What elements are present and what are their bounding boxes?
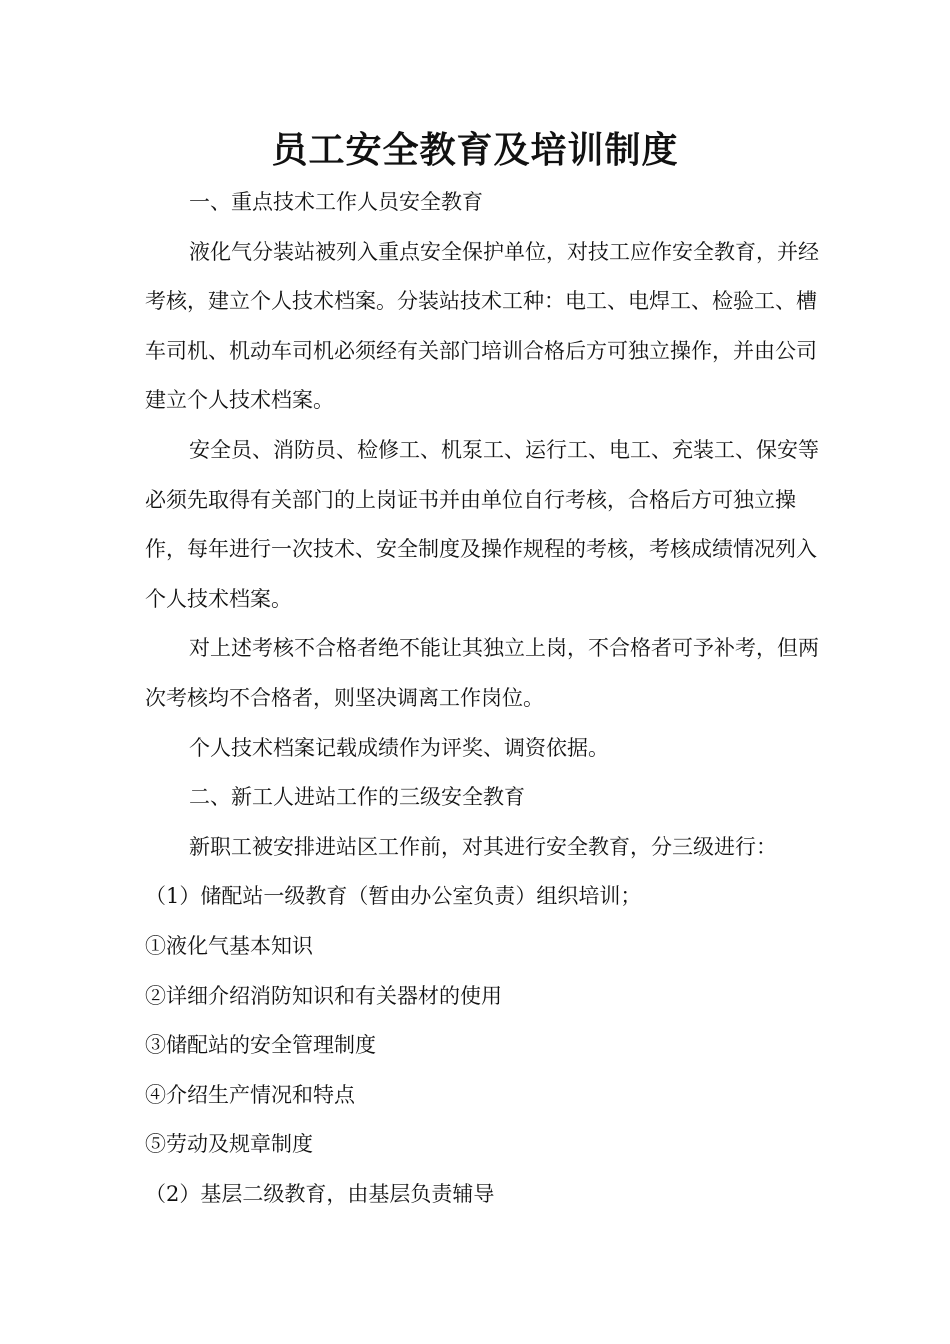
section-heading-2: 二、新工人进站工作的三级安全教育: [189, 785, 525, 810]
list-item: ②详细介绍消防知识和有关器材的使用: [145, 983, 502, 1008]
paragraph: 对上述考核不合格者绝不能让其独立上岗，不合格者可予补考，但两次考核均不合格者，则坚决调离工作岗位。: [145, 636, 819, 710]
paragraph: 安全员、消防员、检修工、机泵工、运行工、电工、充装工、保安等必须先取得有关部门的上岗证书并由单位自行考核，合格后方可独立操作，每年进行一次技术、安全制度及操作规程的考核，考核成绩情况列入个人技术档案。: [145, 437, 819, 611]
list-item: ③储配站的安全管理制度: [145, 1033, 376, 1058]
paragraph: 个人技术档案记载成绩作为评奖、调资依据。: [189, 735, 609, 760]
paragraph: 新职工被安排进站区工作前，对其进行安全教育，分三级进行：: [189, 834, 777, 859]
list-item: （1）储配站一级教育（暂由办公室负责）组织培训；: [145, 884, 642, 909]
list-item: ⑤劳动及规章制度: [145, 1132, 313, 1157]
document-title: 员工安全教育及培训制度: [271, 130, 679, 171]
list-item: （2）基层二级教育，由基层负责辅导: [145, 1181, 495, 1206]
list-item: ④介绍生产情况和特点: [145, 1082, 355, 1107]
paragraph: 液化气分装站被列入重点安全保护单位，对技工应作安全教育，并经考核，建立个人技术档案。分装站技术工种：电工、电焊工、检验工、槽车司机、机动车司机必须经有关部门培训合格后方可独立操作，并由公司建立个人技术档案。: [145, 239, 819, 413]
list-item: ①液化气基本知识: [145, 933, 313, 958]
document-body: [145, 178, 825, 1219]
section-heading-1: 一、重点技术工作人员安全教育: [189, 190, 483, 214]
